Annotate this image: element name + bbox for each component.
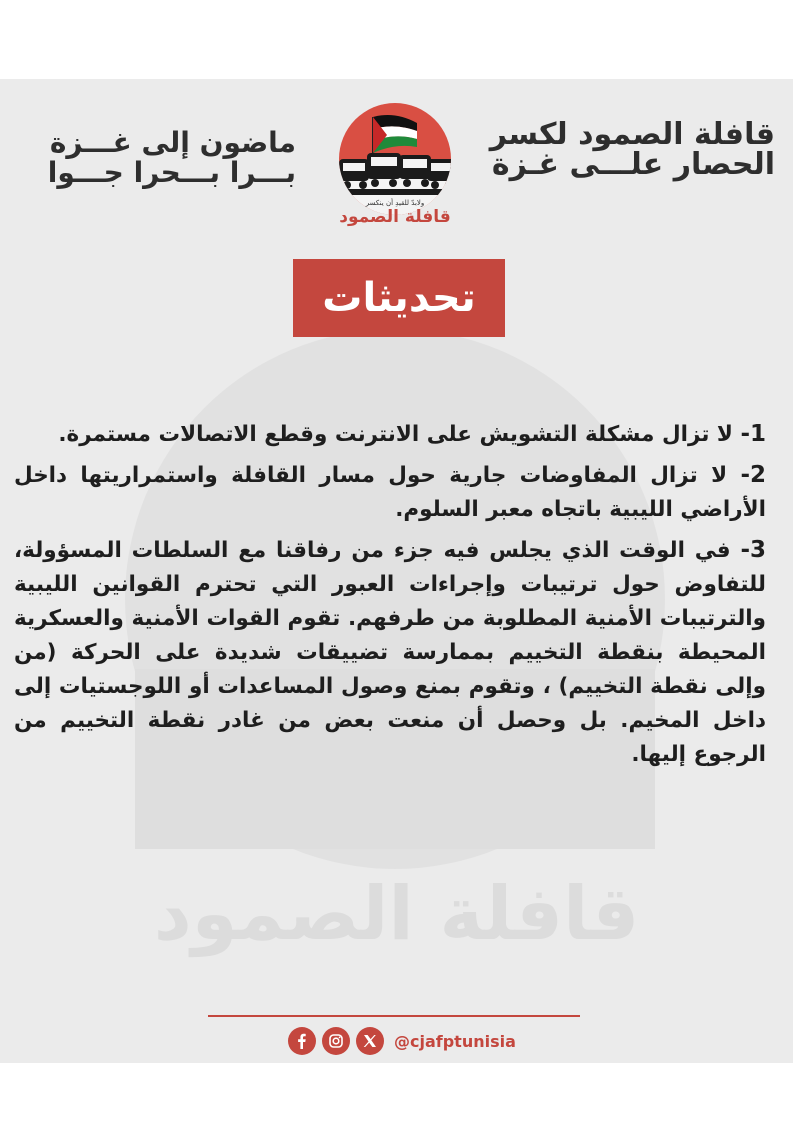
- header-left-line2: بـــرا بـــحرا جـــوا: [47, 156, 296, 189]
- updates-list: [14, 417, 766, 778]
- update-item-3: [14, 533, 766, 772]
- logo-caption: قافلة الصمود: [339, 207, 451, 227]
- update-item-1: [14, 417, 766, 452]
- x-icon[interactable]: [356, 1027, 384, 1055]
- update-number: 2-: [740, 462, 766, 488]
- social-links: [288, 1026, 516, 1056]
- facebook-icon[interactable]: [288, 1027, 316, 1055]
- update-number: 3-: [740, 537, 766, 563]
- logo-slogan: ولابدّ للقيدِ أن ينكسر: [365, 199, 425, 207]
- header-right-line1: قافلة الصمود لكسر: [489, 117, 775, 152]
- update-item-2: [14, 458, 766, 527]
- update-text: في الوقت الذي يجلس فيه جزء من رفاقنا مع السلطات المسؤولة، للتفاوض حول ترتيبات وإجراءات العبور التي تحترم القوانين الليبية والترتيبات الأمنية المطلوبة من طرفهم. تقوم القوات الأمنية والعسكرية المحيطة بنقطة التخييم بممارسة تضييقات شديدة على الحركة (من وإلى نقطة التخييم) ، وتقوم بمنع وصول المساعدات أو اللوجستيات إلى داخل المخيم. بل وحصل أن منعت بعض من غادر نقطة التخييم من الرجوع إليها.: [14, 538, 766, 767]
- watermark-text: قافلة الصمود: [153, 871, 640, 957]
- footer-divider: [208, 1015, 580, 1017]
- update-text: لا تزال مشكلة التشويش على الانترنت وقطع الاتصالات مستمرة.: [58, 422, 733, 447]
- social-handle[interactable]: @cjafptunisia: [394, 1031, 516, 1051]
- instagram-icon[interactable]: [322, 1027, 350, 1055]
- page-title: تحديثات: [293, 259, 505, 337]
- update-number: 1-: [740, 421, 766, 447]
- header-left-line1: ماضون إلى غـــزة: [49, 126, 296, 159]
- update-text: لا تزال المفاوضات جارية حول مسار القافلة واستمراريتها داخل الأراضي الليبية باتجاه معبر السلوم.: [14, 463, 766, 522]
- header-slogan-right: [475, 117, 775, 182]
- header-right-line2: الحصار علـــى غـزة: [491, 147, 775, 182]
- header-slogan-left: [16, 128, 296, 188]
- poster: [0, 79, 793, 1063]
